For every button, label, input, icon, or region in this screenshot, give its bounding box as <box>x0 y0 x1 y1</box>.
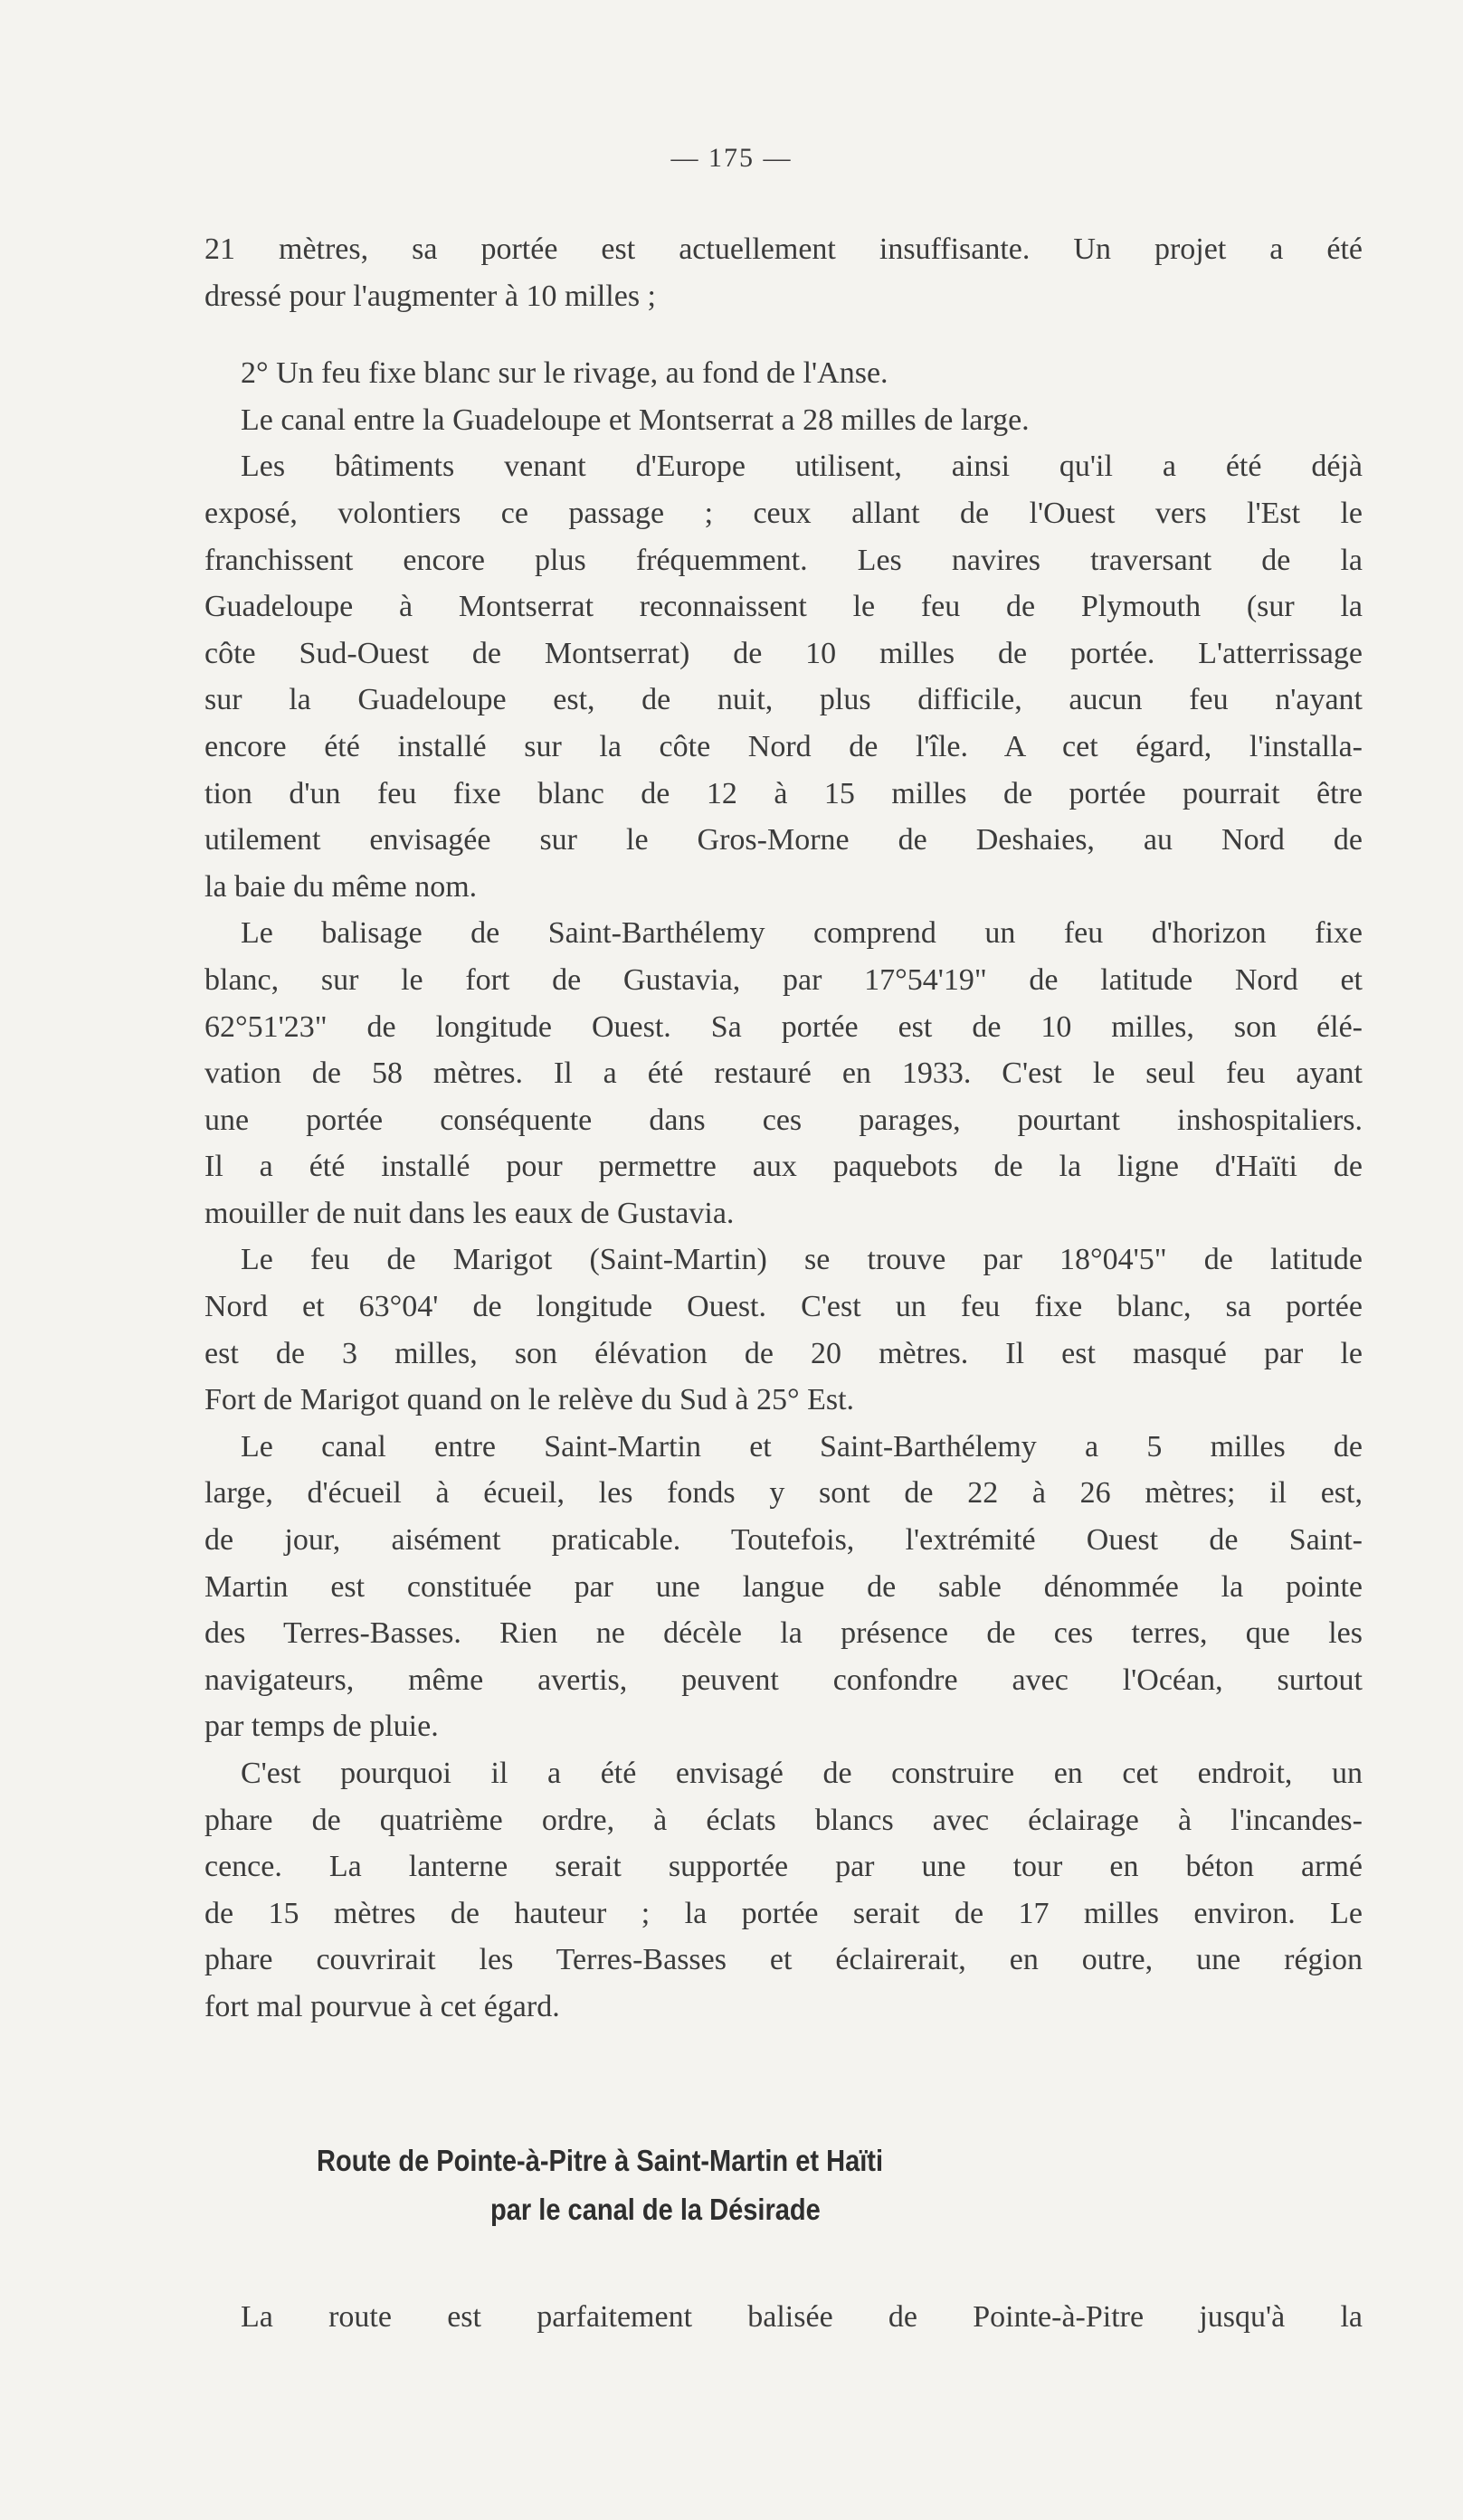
text-line: C'est pourquoi il a été envisagé de construire en cet endroit, un <box>241 1757 1363 1790</box>
section-heading-line-2: par le canal de la Désirade <box>490 2193 821 2226</box>
final-paragraph <box>204 2294 1363 2341</box>
text-line: de 15 mètres de hauteur ; la portée serait de 17 milles environ. Le <box>204 1896 1363 1930</box>
text-line: cence. La lanterne serait supportée par une tour en béton armé <box>204 1850 1363 1884</box>
section-heading-line-1: Route de Pointe-à-Pitre à Saint-Martin et Haïti <box>317 2144 884 2177</box>
text-line: dressé pour l'augmenter à 10 milles ; <box>204 279 656 313</box>
text-line: sur la Guadeloupe est, de nuit, plus difficile, aucun feu n'ayant <box>204 683 1363 717</box>
text-line: Le feu de Marigot (Saint-Martin) se trouve par 18°04'5" de latitude <box>241 1243 1363 1277</box>
paragraph <box>204 226 1363 319</box>
text-line: Le canal entre Saint-Martin et Saint-Barthélemy a 5 milles de <box>241 1429 1363 1464</box>
text-line: navigateurs, même avertis, peuvent confondre avec l'Océan, surtout <box>204 1663 1363 1697</box>
text-line: Fort de Marigot quand on le relève du Sud à 25° Est. <box>204 1383 855 1417</box>
text-line: Guadeloupe à Montserrat reconnaissent le feu de Plymouth (sur la <box>204 590 1363 624</box>
text-line: mouiller de nuit dans les eaux de Gustavia. <box>204 1196 735 1230</box>
text-line: large, d'écueil à écueil, les fonds y sont de 22 à 26 mètres; il est, <box>204 1476 1363 1511</box>
text-line: Le balisage de Saint-Barthélemy comprend un feu d'horizon fixe <box>241 916 1363 951</box>
text-line: Martin est constituée par une langue de sable dénommée la pointe <box>204 1569 1363 1604</box>
text-line: fort mal pourvue à cet égard. <box>204 1989 560 2023</box>
paragraph <box>204 350 1363 397</box>
text-line: Les bâtiments venant d'Europe utilisent, ainsi qu'il a été déjà <box>241 450 1363 484</box>
text-line: 2° Un feu fixe blanc sur le rivage, au fond de l'Anse. <box>241 356 888 391</box>
page-number: — 175 — <box>670 143 793 173</box>
paragraph <box>204 910 1363 1236</box>
text-line: phare de quatrième ordre, à éclats blancs avec éclairage à l'incandes- <box>204 1803 1363 1837</box>
text-line: Il a été installé pour permettre aux paquebots de la ligne d'Haïti de <box>204 1150 1363 1184</box>
text-line: 62°51'23" de longitude Ouest. Sa portée est de 10 milles, son élé- <box>204 1009 1363 1044</box>
text-line: une portée conséquente dans ces parages, pourtant inshospitaliers. <box>204 1103 1363 1137</box>
paragraph <box>204 1236 1363 1423</box>
paragraph <box>204 1424 1363 1750</box>
paragraph <box>204 443 1363 910</box>
text-line: franchissent encore plus fréquemment. Les navires traversant de la <box>204 543 1363 577</box>
text-line: Nord et 63°04' de longitude Ouest. C'est un feu fixe blanc, sa portée <box>204 1290 1363 1324</box>
text-line: par temps de pluie. <box>204 1710 439 1744</box>
text-line: de jour, aisément praticable. Toutefois, l'extrémité Ouest de Saint- <box>204 1523 1363 1558</box>
paragraph <box>204 397 1363 444</box>
text-line: phare couvrirait les Terres-Basses et éclairerait, en outre, une région <box>204 1943 1363 1977</box>
text-line: la baie du même nom. <box>204 869 478 904</box>
text-line: tion d'un feu fixe blanc de 12 à 15 milles de portée pourrait être <box>204 776 1363 810</box>
text-line: exposé, volontiers ce passage ; ceux allant de l'Ouest vers l'Est le <box>204 496 1363 530</box>
text-line: encore été installé sur la côte Nord de l'île. A cet égard, l'installa- <box>204 729 1363 763</box>
text-line: Le canal entre la Guadeloupe et Montserrat a 28 milles de large. <box>241 403 1030 437</box>
text-line: est de 3 milles, son élévation de 20 mètres. Il est masqué par le <box>204 1336 1363 1370</box>
text-line: des Terres-Basses. Rien ne décèle la présence de ces terres, que les <box>204 1616 1363 1651</box>
text-line: côte Sud-Ouest de Montserrat) de 10 milles de portée. L'atterrissage <box>204 636 1363 670</box>
text-line: 21 mètres, sa portée est actuellement insuffisante. Un projet a été <box>204 232 1363 266</box>
paragraph <box>204 1750 1363 2031</box>
text-line: La route est parfaitement balisée de Pointe-à-Pitre jusqu'à la <box>241 2300 1363 2334</box>
body-text <box>204 226 1363 2031</box>
text-line: blanc, sur le fort de Gustavia, par 17°54'19" de latitude Nord et <box>204 962 1363 997</box>
text-line: utilement envisagée sur le Gros-Morne de Deshaies, au Nord de <box>204 823 1363 857</box>
text-line: vation de 58 mètres. Il a été restauré en 1933. C'est le seul feu ayant <box>204 1056 1363 1091</box>
